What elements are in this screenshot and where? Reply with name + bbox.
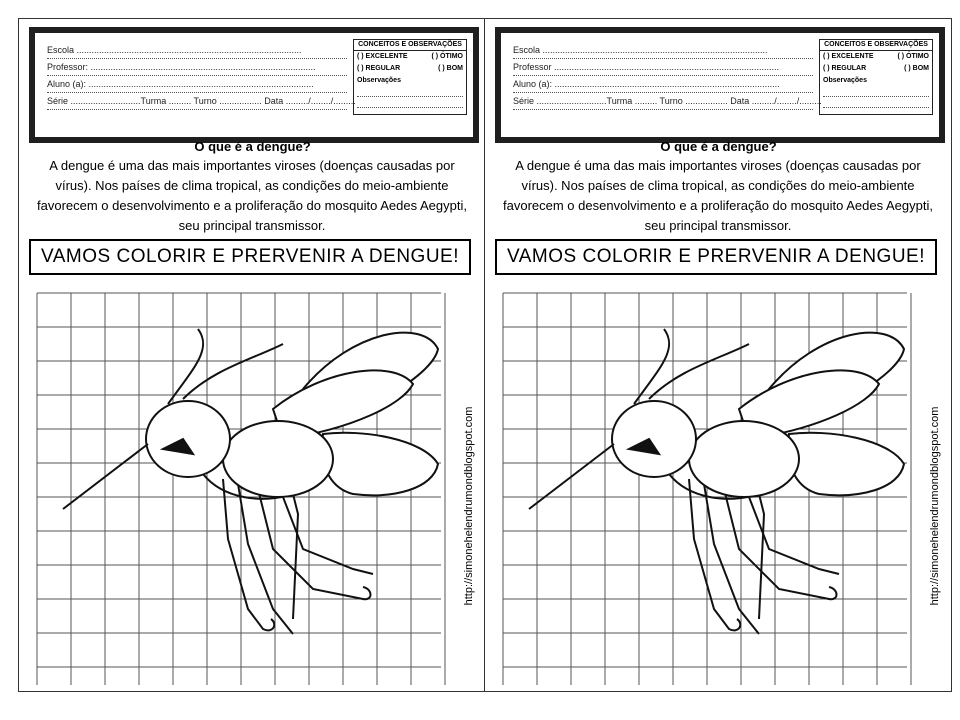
grade-excelente[interactable]: ( ) EXCELENTE xyxy=(357,53,408,60)
concepts-title: CONCEITOS E OBSERVAÇÕES xyxy=(354,40,466,51)
student-header-box xyxy=(29,27,479,143)
teacher-field[interactable]: Professor .......................................................................................... xyxy=(513,60,813,76)
worksheet-right xyxy=(485,18,952,692)
observations-label: Observações xyxy=(823,77,867,84)
dengue-description: A dengue é uma das mais importantes viroses (doenças causadas por vírus). Nos países de clima tropical, as condições do meio-ambiente favorecem o desenvolvimento e a proliferação do mosquito Aedes Aegypti, seu principal transmissor. xyxy=(37,158,467,233)
student-header-box xyxy=(495,27,945,143)
concepts-box xyxy=(353,39,467,115)
question-heading: O que é a dengue? xyxy=(660,139,777,154)
student-field[interactable]: Aluno (a): .......................................................................................... xyxy=(513,77,813,93)
coloring-banner: VAMOS COLORIR E PRERVENIR A DENGUE! xyxy=(29,239,471,275)
coloring-banner: VAMOS COLORIR E PRERVENIR A DENGUE! xyxy=(495,239,937,275)
blog-url[interactable]: http://simonehelendrumondblogspot.com xyxy=(463,406,475,606)
mosquito-grid-drawing xyxy=(33,289,445,689)
grade-regular[interactable]: ( ) REGULAR xyxy=(357,65,401,72)
worksheet-left xyxy=(18,18,485,692)
question-heading: O que é a dengue? xyxy=(194,139,311,154)
student-field[interactable]: Aluno (a): .......................................................................................... xyxy=(47,77,347,93)
observations-label: Observações xyxy=(357,77,401,84)
dengue-description: A dengue é uma das mais importantes viroses (doenças causadas por vírus). Nos países de clima tropical, as condições do meio-ambiente favorecem o desenvolvimento e a proliferação do mosquito Aedes Aegypti, seu principal transmissor. xyxy=(503,158,933,233)
observations-line[interactable] xyxy=(823,89,929,97)
mosquito-grid-drawing xyxy=(499,289,911,689)
grade-bom[interactable]: ( ) BOM xyxy=(438,65,463,72)
grade-otimo[interactable]: ( ) ÓTIMO xyxy=(431,53,463,60)
concepts-box xyxy=(819,39,933,115)
mosquito-illustration xyxy=(63,329,438,634)
school-field[interactable]: Escola .......................................................................................... xyxy=(47,43,347,59)
grade-otimo[interactable]: ( ) ÓTIMO xyxy=(897,53,929,60)
mosquito-illustration xyxy=(529,329,904,634)
school-field[interactable]: Escola .......................................................................................... xyxy=(513,43,813,59)
class-date-field[interactable]: Série ............................Turma ......... Turno ................. Data ........./......../......... xyxy=(47,94,347,110)
grade-regular[interactable]: ( ) REGULAR xyxy=(823,65,867,72)
observations-line[interactable] xyxy=(357,100,463,108)
class-date-field[interactable]: Série ............................Turma ......... Turno ................. Data ........./......../......... xyxy=(513,94,813,110)
grade-excelente[interactable]: ( ) EXCELENTE xyxy=(823,53,874,60)
student-fields xyxy=(47,43,356,111)
grade-bom[interactable]: ( ) BOM xyxy=(904,65,929,72)
observations-line[interactable] xyxy=(823,100,929,108)
student-fields xyxy=(513,43,822,111)
observations-line[interactable] xyxy=(357,89,463,97)
concepts-title: CONCEITOS E OBSERVAÇÕES xyxy=(820,40,932,51)
teacher-field[interactable]: Professor: .......................................................................................... xyxy=(47,60,347,76)
blog-url[interactable]: http://simonehelendrumondblogspot.com xyxy=(929,406,941,606)
